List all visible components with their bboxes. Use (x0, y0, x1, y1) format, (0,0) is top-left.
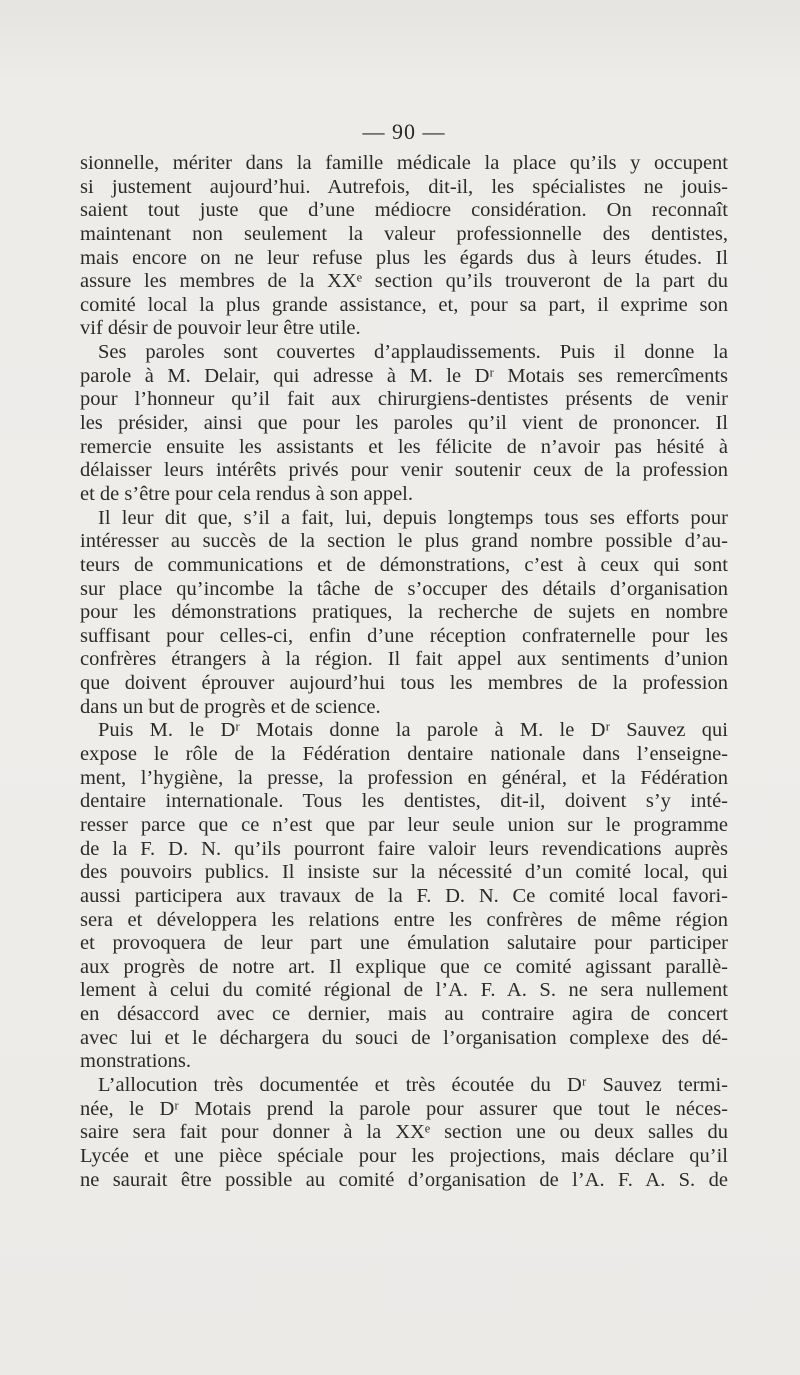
text-line: Ses paroles sont couvertes d’applaudissements. Puis il donne la (98, 341, 728, 364)
body-text (80, 152, 728, 1192)
text-line: sera et développera les relations entre les confrères de même région (80, 908, 728, 931)
text-line: lement à celui du comité régional de l’A. F. A. S. ne sera nullement (80, 979, 728, 1002)
text-line: vif désir de pouvoir leur être utile. (80, 317, 361, 340)
text-line: et provoquera de leur part une émulation salutaire pour participer (80, 932, 728, 955)
text-line: en désaccord avec ce dernier, mais au contraire agira de concert (80, 1003, 728, 1026)
text-line: mais encore on ne leur refuse plus les égards dus à leurs études. Il (80, 246, 728, 269)
text-line: monstrations. (80, 1050, 192, 1073)
text-line: dans un but de progrès et de science. (80, 695, 381, 718)
text-line: pour les démonstrations pratiques, la recherche de sujets en nombre (80, 601, 728, 624)
text-line: saient tout juste que d’une médiocre considération. On reconnaît (80, 199, 728, 222)
text-line: remercie ensuite les assistants et les félicite de n’avoir pas hésité à (80, 435, 728, 458)
text-line: dentaire internationale. Tous les dentistes, dit-il, doivent s’y inté- (80, 790, 728, 813)
text-line: confrères étrangers à la région. Il fait appel aux sentiments d’union (80, 648, 728, 671)
text-line: délaisser leurs intérêts privés pour venir soutenir ceux de la profession (80, 459, 728, 482)
text-line: Lycée et une pièce spéciale pour les projections, mais déclare qu’il (80, 1144, 728, 1167)
text-line: saire sera fait pour donner à la XXᵉ section une ou deux salles du (80, 1121, 728, 1144)
text-line: née, le Dʳ Motais prend la parole pour assurer que tout le néces- (80, 1097, 728, 1120)
text-line: teurs de communications et de démonstrations, c’est à ceux qui sont (80, 553, 728, 576)
page-number: — 90 — (362, 119, 446, 144)
text-line: aux progrès de notre art. Il explique que ce comité agissant parallè- (80, 955, 728, 978)
text-line: intéresser au succès de la section le plus grand nombre possible d’au- (80, 530, 728, 553)
text-line: pour l’honneur qu’il fait aux chirurgiens-dentistes présents de venir (80, 388, 728, 411)
text-line: ment, l’hygiène, la presse, la profession en général, et la Fédération (80, 766, 728, 789)
text-line: L’allocution très documentée et très écoutée du Dʳ Sauvez termi- (98, 1073, 728, 1096)
text-line: maintenant non seulement la valeur professionnelle des dentistes, (80, 222, 728, 245)
text-line: sur place qu’incombe la tâche de s’occuper des détails d’organisation (80, 577, 728, 600)
text-line: si justement aujourd’hui. Autrefois, dit-il, les spécialistes ne jouis- (80, 175, 728, 198)
text-line: suffisant pour celles-ci, enfin d’une réception confraternelle pour les (80, 624, 728, 647)
text-line: expose le rôle de la Fédération dentaire nationale dans l’enseigne- (80, 743, 728, 766)
text-line: comité local la plus grande assistance, et, pour sa part, il exprime son (80, 293, 728, 316)
text-block (80, 118, 728, 1192)
text-line: des pouvoirs publics. Il insiste sur la nécessité d’un comité local, qui (80, 861, 728, 884)
text-line: et de s’être pour cela rendus à son appel. (80, 482, 413, 505)
text-line: que doivent éprouver aujourd’hui tous les membres de la profession (80, 672, 728, 695)
text-line: Puis M. le Dʳ Motais donne la parole à M. le Dʳ Sauvez qui (98, 719, 728, 742)
text-line: de la F. D. N. qu’ils pourront faire valoir leurs revendications auprès (80, 837, 728, 860)
text-line: sionnelle, mériter dans la famille médicale la place qu’ils y occupent (80, 152, 728, 174)
text-line: avec lui et le déchargera du souci de l’organisation complexe des dé- (80, 1026, 728, 1049)
text-line: aussi participera aux travaux de la F. D. N. Ce comité local favori- (80, 884, 728, 907)
text-line: Il leur dit que, s’il a fait, lui, depuis longtemps tous ses efforts pour (98, 506, 728, 529)
text-line: assure les membres de la XXᵉ section qu’ils trouveront de la part du (80, 270, 728, 293)
text-line: ne saurait être possible au comité d’organisation de l’A. F. A. S. de (80, 1168, 728, 1191)
text-line: parole à M. Delair, qui adresse à M. le Dʳ Motais ses remercîments (80, 364, 728, 387)
text-line: les présider, ainsi que pour les paroles qu’il vient de prononcer. Il (80, 412, 728, 435)
text-line: resser parce que ce n’est que par leur seule union sur le programme (80, 813, 728, 836)
